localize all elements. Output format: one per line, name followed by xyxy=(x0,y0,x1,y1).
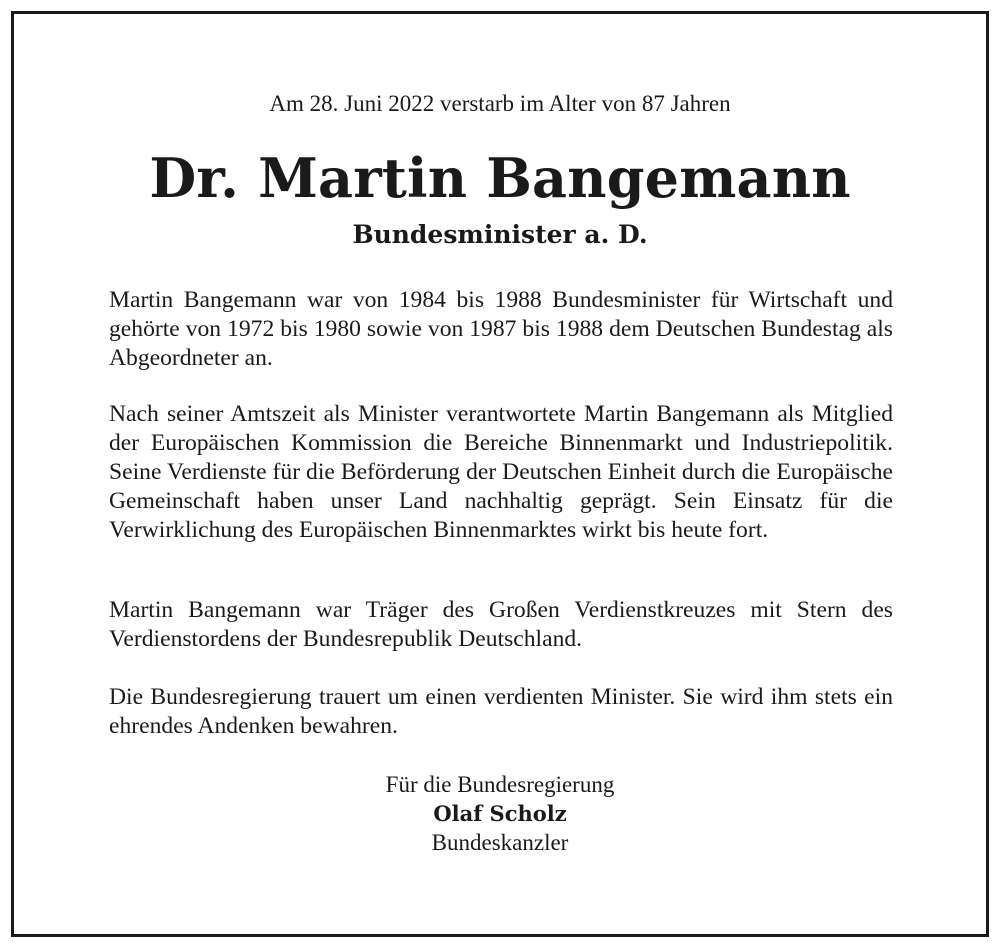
deceased-role: Bundesminister a. D. xyxy=(352,220,648,249)
paragraph-honors: Martin Bangemann war Träger des Großen Verdienstkreuzes mit Stern des Verdienstordens der Bundesrepublik Deutschland. xyxy=(109,597,893,652)
signature-title: Bundeskanzler xyxy=(431,830,569,855)
paragraph-condolence: Die Bundesregierung trauert um einen verdienten Minister. Sie wird ihm stets ein ehrendes Andenken bewahren. xyxy=(109,684,893,739)
signature-on-behalf: Für die Bundesregierung xyxy=(385,772,615,797)
paragraph-career: Martin Bangemann war von 1984 bis 1988 Bundesminister für Wirtschaft und gehörte von 1972 bis 1980 sowie von 1987 bis 1988 dem Deutschen Bundestag als Abgeordneter an. xyxy=(109,287,893,371)
intro-line: Am 28. Juni 2022 verstarb im Alter von 87 Jahren xyxy=(269,91,731,116)
deceased-name: Dr. Martin Bangemann xyxy=(149,146,851,210)
paragraph-european-commission: Nach seiner Amtszeit als Minister verantwortete Martin Bangemann als Mitglied der Europäischen Kommission die Bereiche Binnenmarkt und Industriepolitik. Seine Verdienste für die Beförderung der Deutschen Einheit durch die Europäische Gemeinschaft haben unser Land nachhaltig geprägt. Sein Einsatz für die Verwirklichung des Europäischen Binnenmarktes wirkt bis heute fort. xyxy=(109,401,893,543)
signature-name: Olaf Scholz xyxy=(433,801,567,826)
signature-block xyxy=(0,770,1000,857)
